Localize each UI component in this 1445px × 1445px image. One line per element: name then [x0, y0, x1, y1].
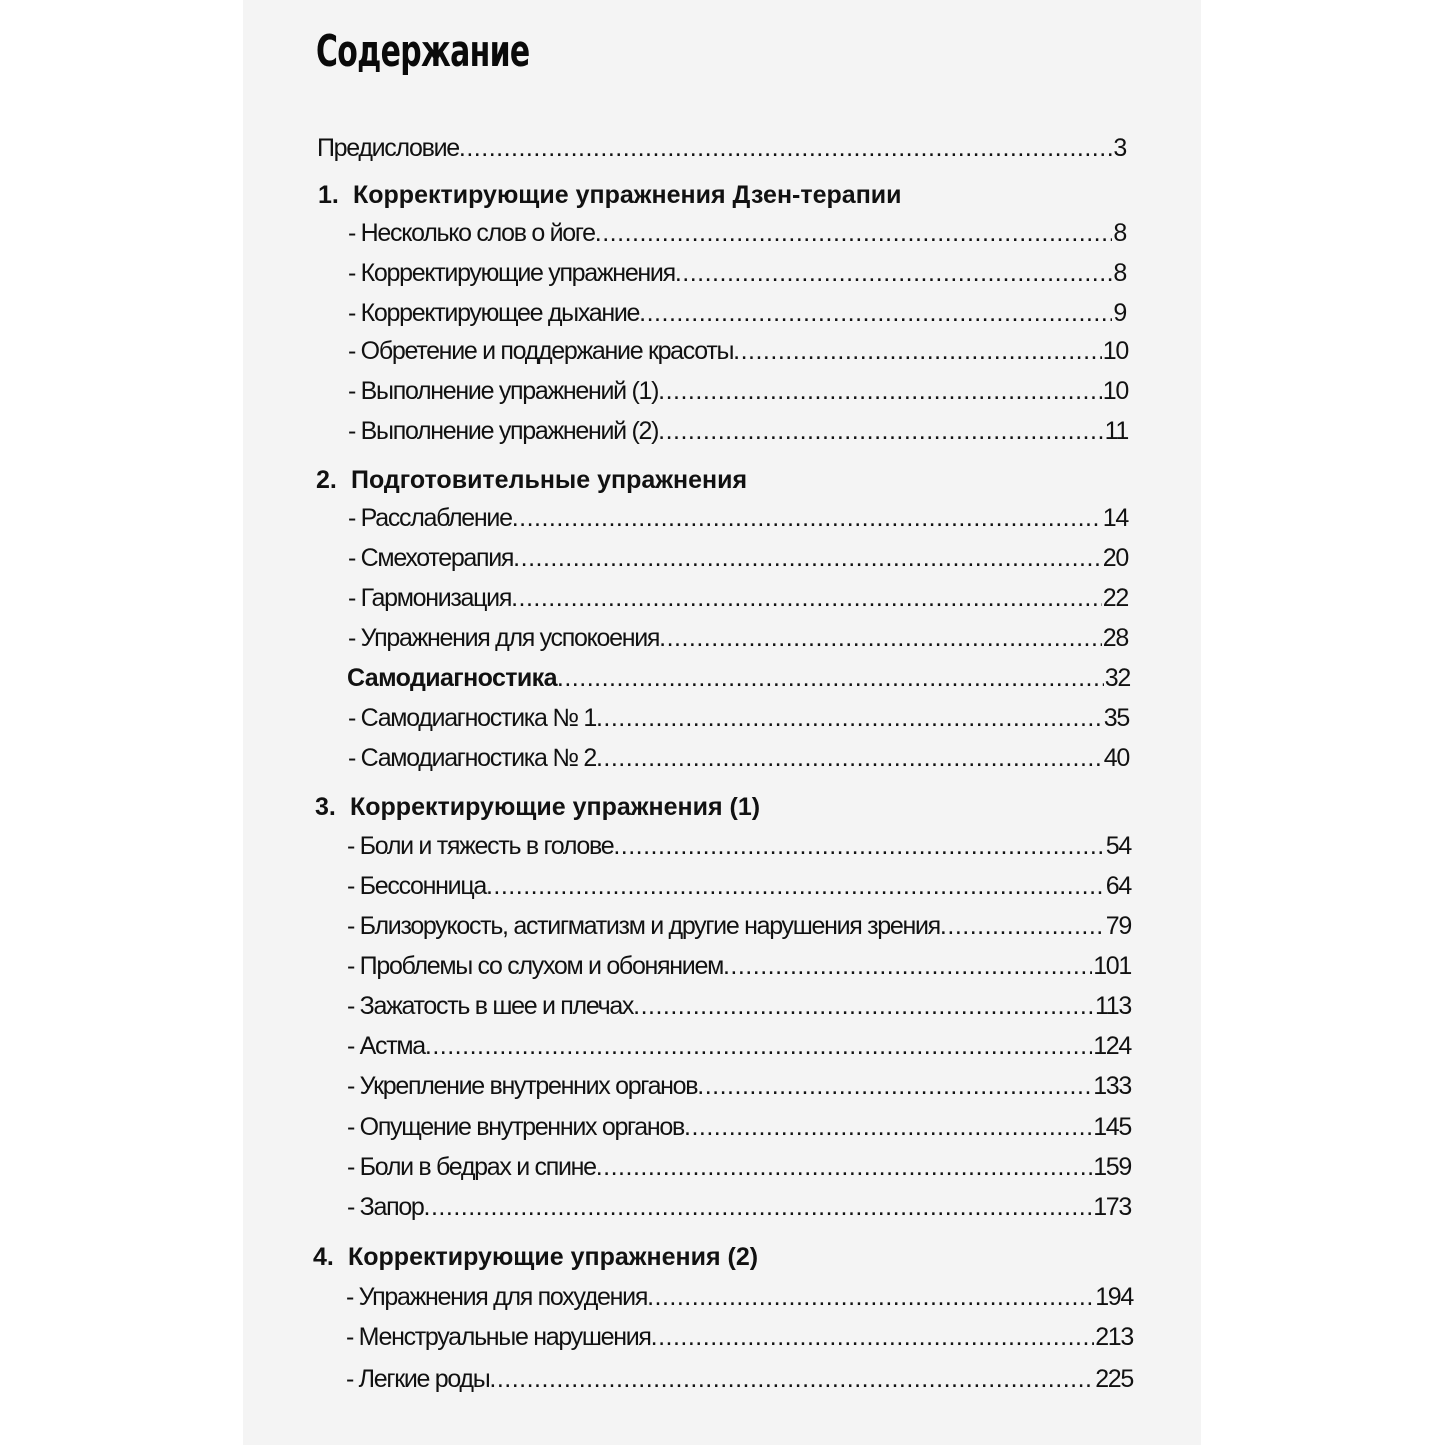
toc-page-number: 40 — [1103, 744, 1129, 772]
chapter-title: Подготовительные упражнения — [351, 466, 748, 494]
toc-entry[interactable] — [347, 1149, 1131, 1185]
toc-entry-text: Самодиагностика — [347, 664, 557, 692]
toc-page-number: 54 — [1105, 832, 1131, 860]
toc-page-number: 133 — [1093, 1072, 1131, 1100]
toc-page-number: 28 — [1102, 624, 1128, 652]
toc-page-number: 101 — [1093, 952, 1131, 980]
leader-dots — [557, 660, 1104, 696]
chapter-heading-3[interactable] — [315, 789, 760, 825]
toc-entry[interactable] — [347, 948, 1131, 984]
toc-page-number: 173 — [1093, 1193, 1131, 1221]
toc-page-number: 14 — [1102, 504, 1128, 532]
toc-entry[interactable] — [348, 500, 1128, 536]
toc-entry[interactable] — [348, 620, 1128, 656]
toc-page-number: 10 — [1102, 377, 1128, 405]
toc-entry-text: - Упражнения для успокоения — [348, 624, 660, 652]
toc-entry-text: - Выполнение упражнений (2) — [348, 417, 659, 445]
toc-entry-text: - Опущение внутренних органов — [347, 1113, 685, 1141]
toc-page-number: 8 — [1113, 259, 1126, 287]
toc-page-number: 225 — [1095, 1365, 1133, 1393]
toc-page-number: 9 — [1113, 299, 1126, 327]
leader-dots — [697, 1068, 1092, 1104]
toc-page-number: 10 — [1102, 337, 1128, 365]
toc-entry-text: - Боли в бедрах и спине — [347, 1153, 596, 1181]
toc-entry-text: - Корректирующее дыхание — [348, 299, 640, 327]
chapter-title: Корректирующие упражнения (1) — [350, 793, 761, 821]
chapter-number: 3. — [315, 793, 336, 821]
leader-dots — [424, 1189, 1093, 1225]
leader-dots — [659, 620, 1102, 656]
leader-dots — [511, 580, 1102, 616]
toc-entry[interactable] — [347, 988, 1131, 1024]
leader-dots — [639, 295, 1112, 331]
toc-page-number: 22 — [1102, 584, 1128, 612]
toc-entry-text: - Обретение и поддержание красоты — [348, 337, 734, 365]
toc-entry-text: - Выполнение упражнений (1) — [348, 377, 659, 405]
toc-page-number: 8 — [1113, 219, 1126, 247]
toc-entry-text: - Расслабление — [348, 504, 512, 532]
leader-dots — [675, 255, 1113, 291]
toc-entry-text: - Проблемы со слухом и обонянием — [347, 952, 723, 980]
leader-dots — [425, 1028, 1092, 1064]
chapter-title: Корректирующие упражнения Дзен-терапии — [353, 181, 902, 209]
toc-entry-text: - Гармонизация — [348, 584, 512, 612]
toc-entry-text: - Менструальные нарушения — [346, 1323, 651, 1351]
leader-dots — [940, 908, 1105, 944]
toc-page-number: 11 — [1104, 417, 1128, 445]
leader-dots — [486, 868, 1105, 904]
toc-entry[interactable] — [348, 255, 1126, 291]
leader-dots — [651, 1319, 1095, 1355]
toc-entry[interactable] — [346, 1319, 1133, 1355]
toc-entry[interactable] — [347, 1109, 1131, 1145]
leader-dots — [658, 413, 1104, 449]
leader-dots — [512, 500, 1102, 536]
toc-entry-text: - Зажатость в шее и плечах — [347, 992, 634, 1020]
chapter-number: 2. — [316, 466, 337, 494]
toc-entry[interactable] — [347, 908, 1131, 944]
toc-entry[interactable] — [348, 373, 1128, 409]
toc-entry[interactable] — [347, 868, 1131, 904]
leader-dots — [596, 1149, 1092, 1185]
toc-entry[interactable] — [348, 295, 1126, 331]
toc-entry[interactable] — [347, 1028, 1131, 1064]
leader-dots — [733, 333, 1102, 369]
toc-entry[interactable] — [348, 413, 1128, 449]
toc-page-number: 213 — [1095, 1323, 1133, 1351]
toc-entry[interactable] — [348, 700, 1129, 736]
chapter-number: 4. — [313, 1243, 334, 1271]
chapter-heading-4[interactable] — [313, 1239, 758, 1275]
leader-dots — [596, 740, 1103, 776]
toc-page-number: 20 — [1102, 544, 1128, 572]
toc-entry[interactable] — [347, 828, 1131, 864]
toc-entry-text: - Боли и тяжесть в голове — [347, 832, 614, 860]
toc-entry-text: - Близорукость, астигматизм и другие нарушения зрения — [347, 912, 940, 940]
leader-dots — [489, 1361, 1094, 1397]
toc-page-number: 32 — [1104, 664, 1130, 692]
toc-entry-text: - Бессонница — [347, 872, 486, 900]
toc-page-number: 159 — [1093, 1153, 1131, 1181]
toc-entry-text: - Упражнения для похудения — [346, 1283, 648, 1311]
leader-dots — [459, 130, 1112, 166]
toc-entry-preface[interactable] — [317, 130, 1126, 166]
toc-entry-text: - Смехотерапия — [348, 544, 514, 572]
leader-dots — [723, 948, 1092, 984]
leader-dots — [595, 215, 1113, 251]
toc-entry[interactable] — [346, 1361, 1133, 1397]
toc-entry[interactable] — [346, 1279, 1133, 1315]
leader-dots — [684, 1109, 1092, 1145]
leader-dots — [613, 828, 1104, 864]
toc-page-number: 3 — [1113, 134, 1126, 162]
toc-entry[interactable] — [347, 1189, 1131, 1225]
leader-dots — [633, 988, 1094, 1024]
chapter-number: 1. — [318, 181, 339, 209]
toc-entry-text: - Корректирующие упражнения — [348, 259, 675, 287]
toc-entry-text: - Самодиагностика № 2 — [348, 744, 596, 772]
toc-page-number: 64 — [1105, 872, 1131, 900]
toc-page-number: 145 — [1093, 1113, 1131, 1141]
leader-dots — [647, 1279, 1094, 1315]
toc-subsection-entry[interactable] — [347, 660, 1130, 696]
leader-dots — [513, 540, 1102, 576]
toc-entry-text: - Самодиагностика № 1 — [348, 704, 596, 732]
chapter-heading-1[interactable] — [318, 177, 902, 213]
toc-entry[interactable] — [348, 580, 1128, 616]
toc-entry[interactable] — [348, 333, 1128, 369]
toc-page-number: 35 — [1103, 704, 1129, 732]
toc-page-number: 79 — [1105, 912, 1131, 940]
toc-entry-text: - Несколько слов о йоге — [348, 219, 595, 247]
toc-entry-text: Предисловие — [317, 134, 459, 162]
toc-page-number: 124 — [1093, 1032, 1131, 1060]
toc-entry[interactable] — [348, 540, 1128, 576]
leader-dots — [658, 373, 1102, 409]
toc-entry-text: - Запор — [347, 1193, 424, 1221]
toc-entry-text: - Астма — [347, 1032, 425, 1060]
toc-entry[interactable] — [348, 740, 1129, 776]
toc-entry[interactable] — [347, 1068, 1131, 1104]
toc-entry[interactable] — [348, 215, 1126, 251]
toc-page-number: 194 — [1095, 1283, 1133, 1311]
toc-entry-text: - Легкие роды — [346, 1365, 490, 1393]
chapter-title: Корректирующие упражнения (2) — [348, 1243, 759, 1271]
chapter-heading-2[interactable] — [316, 462, 747, 498]
toc-page-number: 113 — [1095, 992, 1131, 1020]
toc-entry-text: - Укрепление внутренних органов — [347, 1072, 698, 1100]
leader-dots — [596, 700, 1103, 736]
page-title: Содержание — [316, 26, 530, 77]
